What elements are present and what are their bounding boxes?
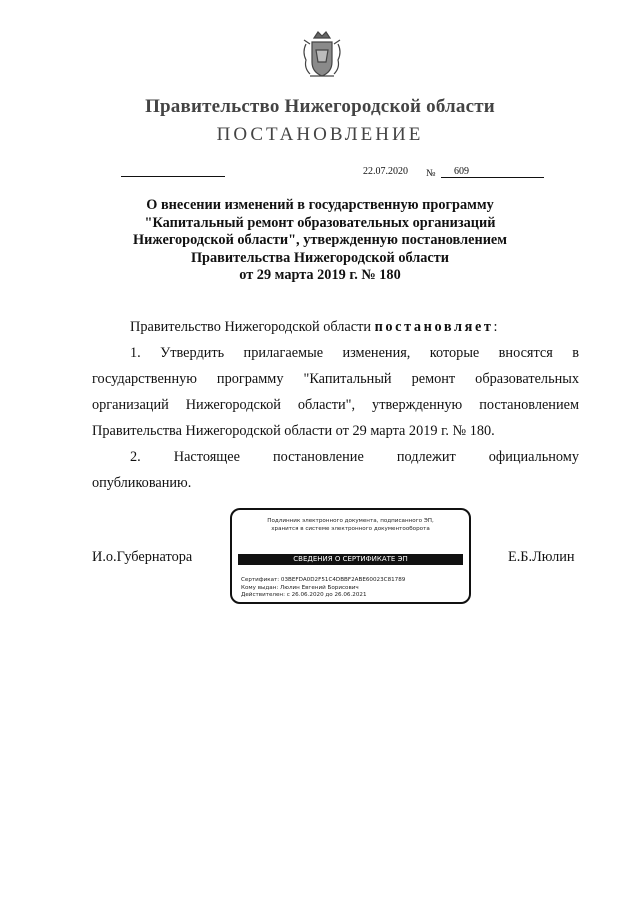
certificate-details: [241, 577, 405, 600]
stamp-header-line: Подлинник электронного документа, подписанного ЭП,: [267, 518, 434, 524]
item2-line: опубликованию.: [92, 475, 192, 491]
heading-line: Нижегородской области", утвержденную постановлением: [132, 232, 508, 248]
blank-line-left: [121, 176, 225, 177]
document-number: 609: [454, 166, 469, 177]
number-underline: [441, 177, 544, 178]
document-date: 22.07.2020: [363, 166, 408, 177]
intro-paragraph: [130, 314, 498, 340]
stamp-header-line: хранится в системе электронного документооборота: [271, 526, 430, 532]
document-heading: [100, 197, 540, 285]
electronic-signature-stamp: [230, 508, 471, 604]
government-title: Правительство Нижегородской области: [145, 96, 495, 117]
signatory-name: Е.Б.Люлин: [508, 549, 575, 565]
certificate-info-bar: СВЕДЕНИЯ О СЕРТИФИКАТЕ ЭП: [238, 554, 463, 565]
document-type: ПОСТАНОВЛЕНИЕ: [216, 124, 424, 145]
coat-of-arms-emblem: [300, 30, 344, 80]
item1-line: Правительства Нижегородской области от 29 марта 2019 г. № 180.: [92, 423, 495, 439]
stamp-header: [232, 517, 469, 533]
certificate-owner: Кому выдан: Люлин Евгений Борисович: [241, 584, 359, 591]
item1-line: 1. Утвердить прилагаемые изменения, которые вносятся в: [130, 345, 579, 361]
heading-line: О внесении изменений в государственную программу: [146, 197, 494, 213]
heading-line: Правительства Нижегородской области: [190, 249, 450, 266]
number-sign: №: [426, 168, 436, 179]
item1-line: организаций Нижегородской области", утвержденную постановлением: [92, 397, 579, 413]
certificate-serial: Сертификат: 03BEFDA0D2F51C4DBBF2ABE60023C81789: [241, 577, 406, 583]
certificate-validity: Действителен: с 26.06.2020 до 26.06.2021: [241, 592, 367, 599]
heading-line: от 29 марта 2019 г. № 180: [239, 267, 401, 283]
intro-verb: постановляет: [374, 319, 494, 335]
item1-line: государственную программу "Капитальный ремонт образовательных: [92, 371, 579, 387]
signatory-position: И.о.Губернатора: [92, 549, 193, 565]
heading-line: "Капитальный ремонт образовательных организаций: [144, 214, 496, 231]
intro-colon: :: [493, 319, 498, 335]
intro-text: Правительство Нижегородской области: [130, 319, 371, 335]
item2-line: 2. Настоящее постановление подлежит официальному: [130, 449, 579, 465]
